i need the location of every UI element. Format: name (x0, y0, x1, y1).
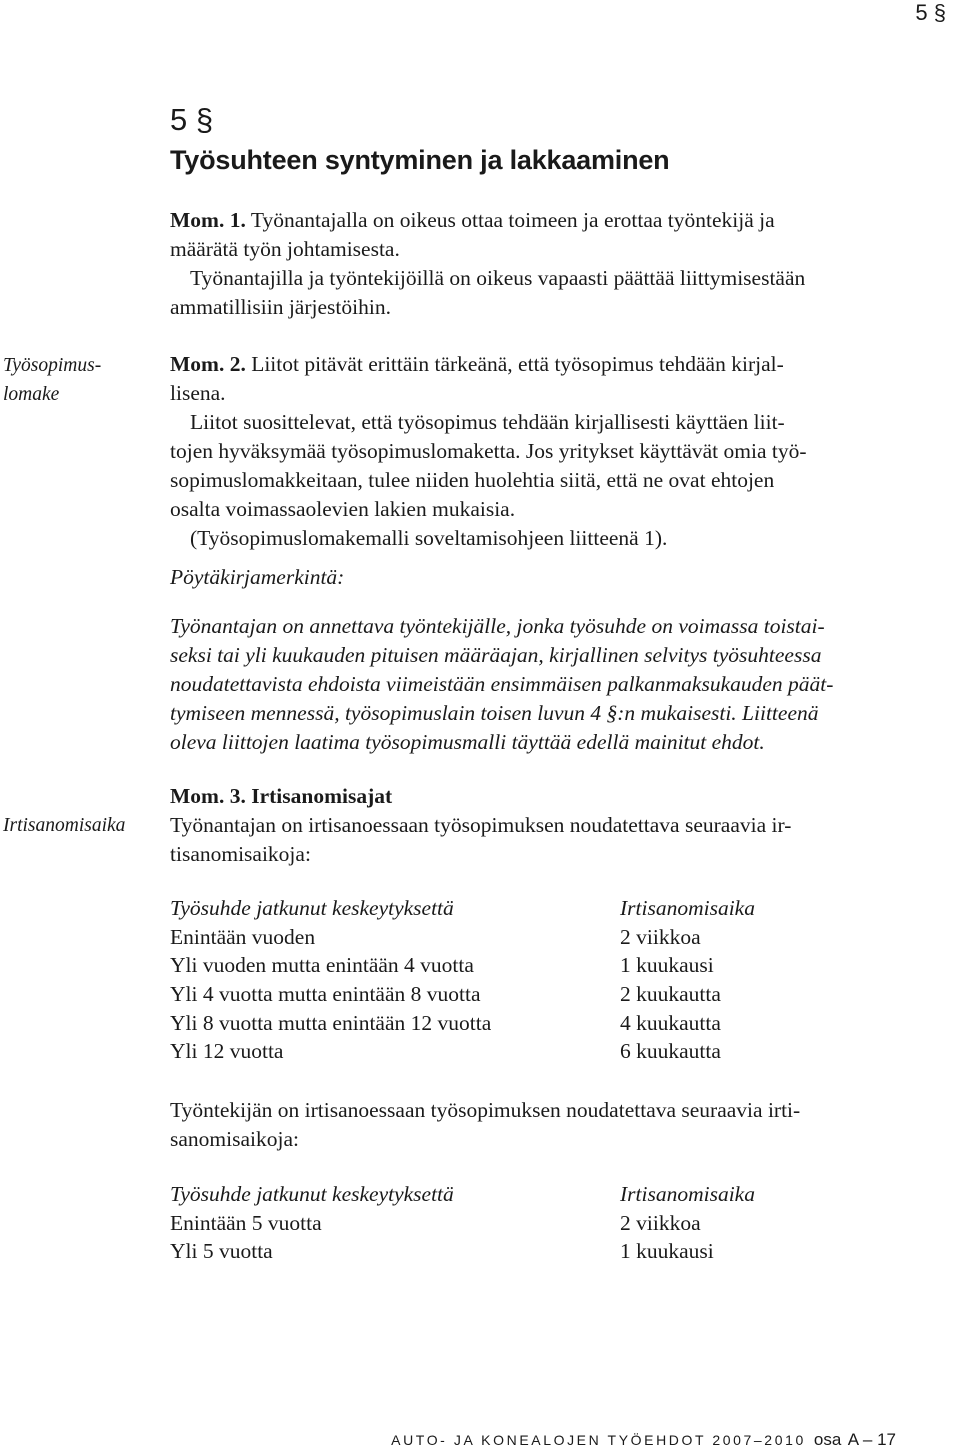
side-label-line-1: Työsopimus- (3, 355, 102, 376)
table-cell-notice: 6 kuukautta (620, 1039, 721, 1064)
side-label-tyosopimuslomake (3, 351, 101, 409)
mom3-paragraph (170, 782, 900, 869)
table-header-duration: Työsuhde jatkunut keskeytyksettä (170, 896, 454, 920)
table-cell-duration: Yli 5 vuotta (170, 1239, 273, 1264)
mom1-label: Mom. 1. (170, 208, 246, 232)
table-cell-duration: Yli 4 vuotta mutta enintään 8 vuotta (170, 982, 481, 1007)
employer-notice-table (170, 896, 870, 1068)
employee-intro-paragraph (170, 1096, 900, 1154)
protocol-line-2: seksi tai yli kuukauden pituisen määräajan, kirjallinen selvitys työsuhteessa (170, 643, 822, 667)
employee-intro-line-2: sanomisaikoja: (170, 1127, 299, 1151)
side-label-line-2: lomake (3, 384, 60, 405)
table-header-notice: Irtisanomisaika (620, 1182, 755, 1206)
mom3-employer-line-2: tisanomisaikoja: (170, 842, 311, 866)
mom2-line-7: (Työsopimuslomakemalli soveltamisohjeen liitteenä 1). (190, 526, 668, 550)
section-number: 5 § (170, 102, 214, 137)
table-cell-duration: Yli vuoden mutta enintään 4 vuotta (170, 953, 474, 978)
footer-publication-title: AUTO- JA KONEALOJEN TYÖEHDOT 2007–2010 (391, 1432, 806, 1448)
mom2-line-6: osalta voimassaolevien lakien mukaisia. (170, 497, 516, 521)
mom3-title: Irtisanomisajat (245, 784, 393, 808)
mom2-line-1 (170, 350, 900, 379)
table-row (170, 1011, 870, 1040)
table-cell-notice: 1 kuukausi (620, 1239, 714, 1264)
table-row (170, 953, 870, 982)
page-footer (391, 1430, 896, 1450)
table-cell-duration: Yli 8 vuotta mutta enintään 12 vuotta (170, 1010, 492, 1035)
table-row (170, 925, 870, 954)
footer-page-number: A – 17 (847, 1430, 896, 1449)
protocol-line-3: noudatettavista ehdoista viimeistään ensimmäisen palkanmaksukauden päät- (170, 672, 834, 696)
employee-notice-table (170, 1182, 870, 1268)
page-marker: 5 § (915, 0, 946, 25)
protocol-paragraph (170, 612, 900, 757)
side-label-irtisanomisaika: Irtisanomisaika (3, 815, 126, 836)
mom2-line-3: Liitot suosittelevat, että työsopimus tehdään kirjallisesti käyttäen liit- (190, 410, 785, 434)
table-cell-notice: 2 kuukautta (620, 982, 721, 1007)
table-cell-notice: 2 viikkoa (620, 924, 701, 949)
table-header-notice: Irtisanomisaika (620, 896, 755, 920)
table-cell-duration: Enintään vuoden (170, 924, 316, 949)
mom2-line-5: sopimuslomakkeitaan, tulee niiden huolehtia siitä, että ne ovat ehtojen (170, 468, 775, 492)
protocol-heading: Pöytäkirjamerkintä: (170, 565, 345, 589)
mom2-text-1: Liitot pitävät erittäin tärkeänä, että työsopimus tehdään kirjal- (245, 352, 784, 376)
table-cell-notice: 4 kuukautta (620, 1010, 721, 1035)
mom2-line-4: tojen hyväksymää työsopimuslomaketta. Jos yritykset käyttävät omia työ- (170, 439, 807, 463)
protocol-line-4: tymiseen mennessä, työsopimuslain toisen luvun 4 §:n mukaisesti. Liitteenä (170, 701, 819, 725)
footer-part-label: osa (813, 1430, 842, 1449)
table-row (170, 982, 870, 1011)
mom2-paragraph (170, 350, 900, 553)
mom1-text-1: Työnantajalla on oikeus ottaa toimeen ja erottaa työntekijä ja (245, 208, 775, 232)
table-header-row (170, 1182, 870, 1211)
table-header-duration: Työsuhde jatkunut keskeytyksettä (170, 1182, 454, 1206)
mom1-line-3: Työnantajilla ja työntekijöillä on oikeus vapaasti päättää liittymisestään (190, 266, 806, 290)
mom3-heading (170, 782, 900, 811)
mom1-line-4: ammatillisiin järjestöihin. (170, 295, 391, 319)
mom1-line-1 (170, 206, 900, 235)
mom2-line-2: lisena. (170, 381, 226, 405)
table-cell-duration: Enintään 5 vuotta (170, 1210, 322, 1235)
table-header-row (170, 896, 870, 925)
table-cell-notice: 1 kuukausi (620, 953, 714, 978)
table-cell-duration: Yli 12 vuotta (170, 1039, 284, 1064)
mom1-paragraph (170, 206, 900, 322)
section-title: Työsuhteen syntyminen ja lakkaaminen (170, 145, 670, 175)
mom1-line-2: määrätä työn johtamisesta. (170, 237, 400, 261)
table-row (170, 1039, 870, 1068)
table-row (170, 1239, 870, 1268)
protocol-line-1: Työnantajan on annettava työntekijälle, jonka työsuhde on voimassa toistai- (170, 614, 825, 638)
employee-intro-line-1: Työntekijän on irtisanoessaan työsopimuksen noudatettava seuraavia irti- (170, 1098, 801, 1122)
mom3-employer-line-1: Työnantajan on irtisanoessaan työsopimuksen noudatettava seuraavia ir- (170, 813, 792, 837)
mom2-label: Mom. 2. (170, 352, 246, 376)
protocol-line-5: oleva liittojen laatima työsopimusmalli täyttää edellä mainitut ehdot. (170, 730, 765, 754)
mom3-label: Mom. 3. (170, 784, 246, 808)
table-row (170, 1211, 870, 1240)
table-cell-notice: 2 viikkoa (620, 1210, 701, 1235)
